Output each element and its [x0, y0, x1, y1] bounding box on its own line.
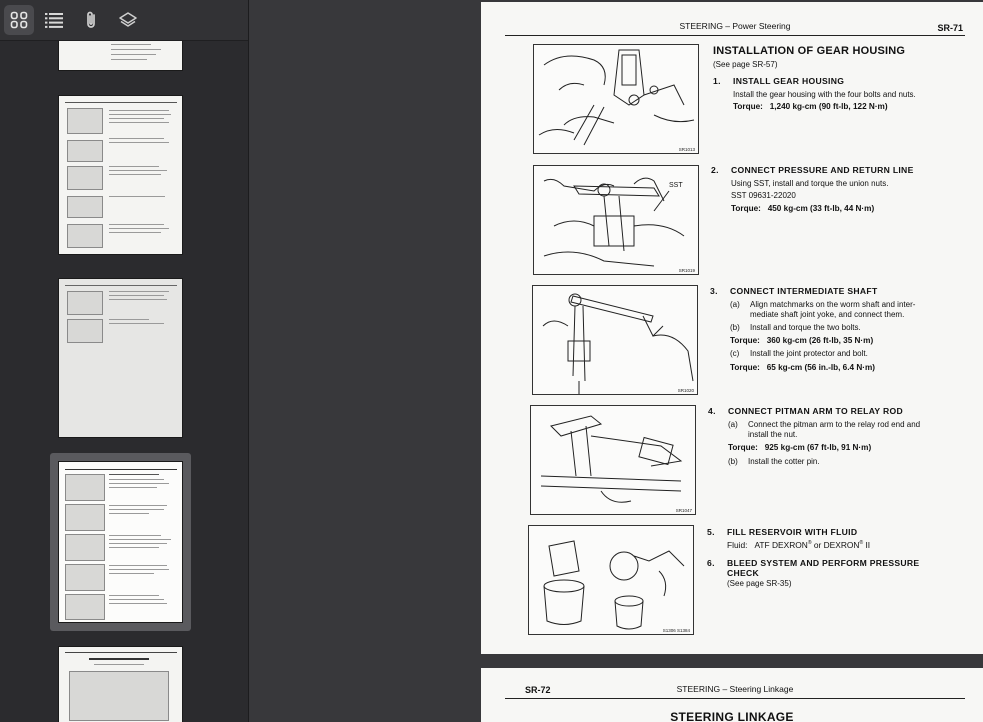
- reservoir-illustration: [529, 526, 694, 635]
- figure-pressure-line: [533, 165, 699, 275]
- sidebar-toolbar: [0, 0, 249, 41]
- pdf-page: [481, 2, 983, 654]
- page-header: [505, 683, 965, 699]
- step-1-torque: Torque: 1,240 kg-cm (90 ft-lb, 122 N·m): [733, 102, 888, 111]
- step-2-title: 2. CONNECT PRESSURE AND RETURN LINE: [711, 165, 914, 175]
- thumbnail-sidebar[interactable]: [0, 0, 249, 722]
- step-3-a: (a) Align matchmarks on the worm shaft and inter-: [730, 300, 916, 309]
- step-1-title: 1. INSTALL GEAR HOUSING: [713, 76, 845, 86]
- step-3-torque-2: Torque: 65 kg-cm (56 in.-lb, 6.4 N·m): [730, 363, 875, 372]
- step-3-torque-1: Torque: 360 kg-cm (26 ft-lb, 35 N·m): [730, 336, 874, 345]
- step-6-reference: (See page SR-35): [727, 579, 792, 588]
- figure-pitman-arm: [530, 405, 696, 515]
- gear-housing-illustration: [534, 45, 699, 154]
- page-thumbnail[interactable]: [59, 279, 182, 437]
- list-icon: [44, 11, 64, 29]
- step-6-title: 6. BLEED SYSTEM AND PERFORM PRESSURE: [707, 558, 920, 568]
- pitman-arm-illustration: [531, 406, 696, 515]
- step-3-b: (b) Install and torque the two bolts.: [730, 323, 861, 332]
- page-header-title: STEERING – Power Steering: [679, 21, 791, 31]
- figure-code: SR1013: [678, 147, 695, 152]
- figure-code: SR1019: [678, 268, 695, 273]
- document-view[interactable]: [250, 0, 983, 722]
- outline-view-button[interactable]: [39, 5, 69, 35]
- step-1-text: Install the gear housing with the four bolts and nuts.: [733, 90, 916, 99]
- figure-sst-label: SST: [669, 182, 683, 189]
- section-reference: (See page SR-57): [713, 60, 778, 69]
- grid-icon: [10, 11, 28, 29]
- thumbnails-view-button[interactable]: [4, 5, 34, 35]
- figure-reservoir: [528, 525, 694, 635]
- figure-intermediate-shaft: [532, 285, 698, 395]
- paperclip-icon: [83, 10, 99, 30]
- step-5-title: 5. FILL RESERVOIR WITH FLUID: [707, 527, 858, 537]
- layers-icon: [118, 10, 138, 30]
- page-thumbnail[interactable]: [59, 647, 182, 722]
- page-header-title: STEERING – Steering Linkage: [676, 684, 794, 694]
- page-number: SR-71: [937, 23, 963, 33]
- step-4-a-cont: install the nut.: [748, 430, 798, 439]
- figure-code: S1306 S1384: [662, 628, 690, 633]
- intermediate-shaft-illustration: [533, 286, 698, 395]
- selected-thumbnail-highlight[interactable]: [50, 453, 191, 631]
- step-4-b: (b) Install the cotter pin.: [728, 457, 820, 466]
- figure-code: SR1020: [677, 388, 694, 393]
- figure-code: SR1047: [675, 508, 692, 513]
- step-4-title: 4. CONNECT PITMAN ARM TO RELAY ROD: [708, 406, 903, 416]
- step-3-c: (c) Install the joint protector and bolt.: [730, 349, 868, 358]
- step-4-a: (a) Connect the pitman arm to the relay rod end and: [728, 420, 921, 429]
- layers-button[interactable]: [113, 5, 143, 35]
- step-6-title-cont: CHECK: [727, 568, 760, 578]
- step-4-torque: Torque: 925 kg-cm (67 ft-lb, 91 N·m): [728, 443, 872, 452]
- section-title: INSTALLATION OF GEAR HOUSING: [713, 45, 906, 57]
- step-2-torque: Torque: 450 kg-cm (33 ft-lb, 44 N·m): [731, 204, 875, 213]
- attachments-button[interactable]: [76, 5, 106, 35]
- pdf-page: [481, 668, 983, 722]
- step-2-text: Using SST, install and torque the union nuts.: [731, 179, 889, 188]
- step-5-fluid: Fluid: ATF DEXRON® or DEXRON® II: [727, 540, 871, 550]
- page-thumbnail[interactable]: [59, 96, 182, 254]
- section-title: STEERING LINKAGE: [670, 710, 794, 722]
- page-thumbnail[interactable]: [59, 462, 182, 622]
- figure-gear-housing: [533, 44, 699, 154]
- step-3-a-cont: mediate shaft joint yoke, and connect them.: [750, 310, 905, 319]
- step-3-title: 3. CONNECT INTERMEDIATE SHAFT: [710, 286, 878, 296]
- page-header: [505, 20, 965, 36]
- step-2-sst: SST 09631-22020: [731, 191, 796, 200]
- page-number: SR-72: [525, 685, 551, 695]
